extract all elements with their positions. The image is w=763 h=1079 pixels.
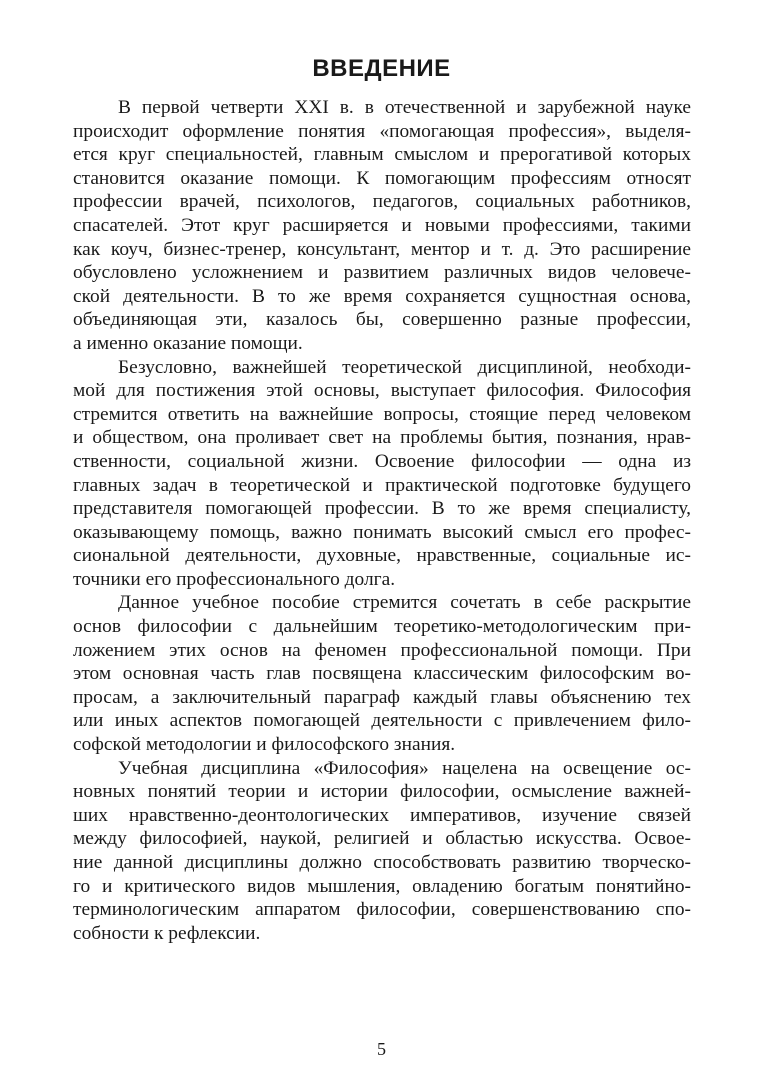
text-line: становится оказание помощи. К помогающим профессиям относят xyxy=(73,167,691,189)
text-line: как коуч, бизнес-тренер, консультант, ментор и т. д. Это расширение xyxy=(73,238,691,260)
text-line: или иных аспектов помогающей деятельности с привлечением фило- xyxy=(73,710,691,732)
paragraph xyxy=(73,96,691,356)
text-line: ственности, социальной жизни. Освоение философии — одна из xyxy=(73,450,691,472)
text-line: сиональной деятельности, духовные, нравственные, социальные ис- xyxy=(73,545,691,567)
text-line: Учебная дисциплина «Философия» нацелена на освещение ос- xyxy=(118,757,691,779)
text-line: мой для постижения этой основы, выступает философия. Философия xyxy=(73,380,691,402)
text-line: В первой четверти XXI в. в отечественной и зарубежной науке xyxy=(118,97,691,118)
text-line: ется круг специальностей, главным смыслом и прерогативой которых xyxy=(73,144,691,166)
text-line: профессии врачей, психологов, педагогов, социальных работников, xyxy=(73,191,691,213)
text-line: Данное учебное пособие стремится сочетать в себе раскрытие xyxy=(118,592,691,614)
text-line: стремится ответить на важнейшие вопросы, стоящие перед человеком xyxy=(73,403,691,425)
text-line: представителя помогающей профессии. В то же время специалисту, xyxy=(73,498,691,520)
text-line: собности к рефлексии. xyxy=(73,922,261,944)
text-line: обусловлено усложнением и развитием различных видов человече- xyxy=(73,262,691,284)
text-line: го и критического видов мышления, овладению богатым понятийно- xyxy=(73,875,691,897)
text-line: между философией, наукой, религией и областью искусства. Освое- xyxy=(73,828,691,850)
text-line: терминологическим аппаратом философии, совершенствованию спо- xyxy=(73,899,691,921)
text-line: главных задач в теоретической и практической подготовке будущего xyxy=(73,474,691,496)
text-line: а именно оказание помощи. xyxy=(73,332,303,354)
text-line: Безусловно, важнейшей теоретической дисциплиной, необходи- xyxy=(118,356,691,378)
text-line: точники его профессионального долга. xyxy=(73,568,396,590)
page-title: ВВЕДЕНИЕ xyxy=(312,55,451,82)
text-line: просам, а заключительный параграф каждый главы объяснению тех xyxy=(73,686,691,708)
text-line: новных понятий теории и истории философии, осмысление важней- xyxy=(73,781,691,803)
text-line: ложением этих основ на феномен профессиональной помощи. При xyxy=(73,639,691,661)
text-line: ской деятельности. В то же время сохраняется сущностная основа, xyxy=(73,285,691,307)
text-line: ших нравственно-деонтологических императивов, изучение связей xyxy=(73,804,691,826)
paragraph xyxy=(73,757,691,946)
text-line: ние данной дисциплины должно способствовать развитию творческо- xyxy=(73,852,691,873)
text-line: спасателей. Этот круг расширяется и новыми профессиями, такими xyxy=(73,214,691,236)
text-line: и обществом, она проливает свет на проблемы бытия, познания, нрав- xyxy=(73,427,691,449)
text-line: происходит оформление понятия «помогающая профессия», выделя- xyxy=(73,120,691,142)
page-number: 5 xyxy=(377,1039,386,1059)
body-text xyxy=(73,96,691,945)
text-line: софской методологии и философского знания. xyxy=(73,734,456,756)
paragraph xyxy=(73,591,691,756)
text-line: этом основная часть глав посвящена классическим философским во- xyxy=(73,663,691,685)
text-line: объединяющая эти, казалось бы, совершенно разные профессии, xyxy=(73,309,691,331)
text-line: основ философии с дальнейшим теоретико-методологическим при- xyxy=(73,616,691,638)
paragraph xyxy=(73,356,691,592)
text-line: оказывающему помощь, важно понимать высокий смысл его профес- xyxy=(73,521,691,543)
